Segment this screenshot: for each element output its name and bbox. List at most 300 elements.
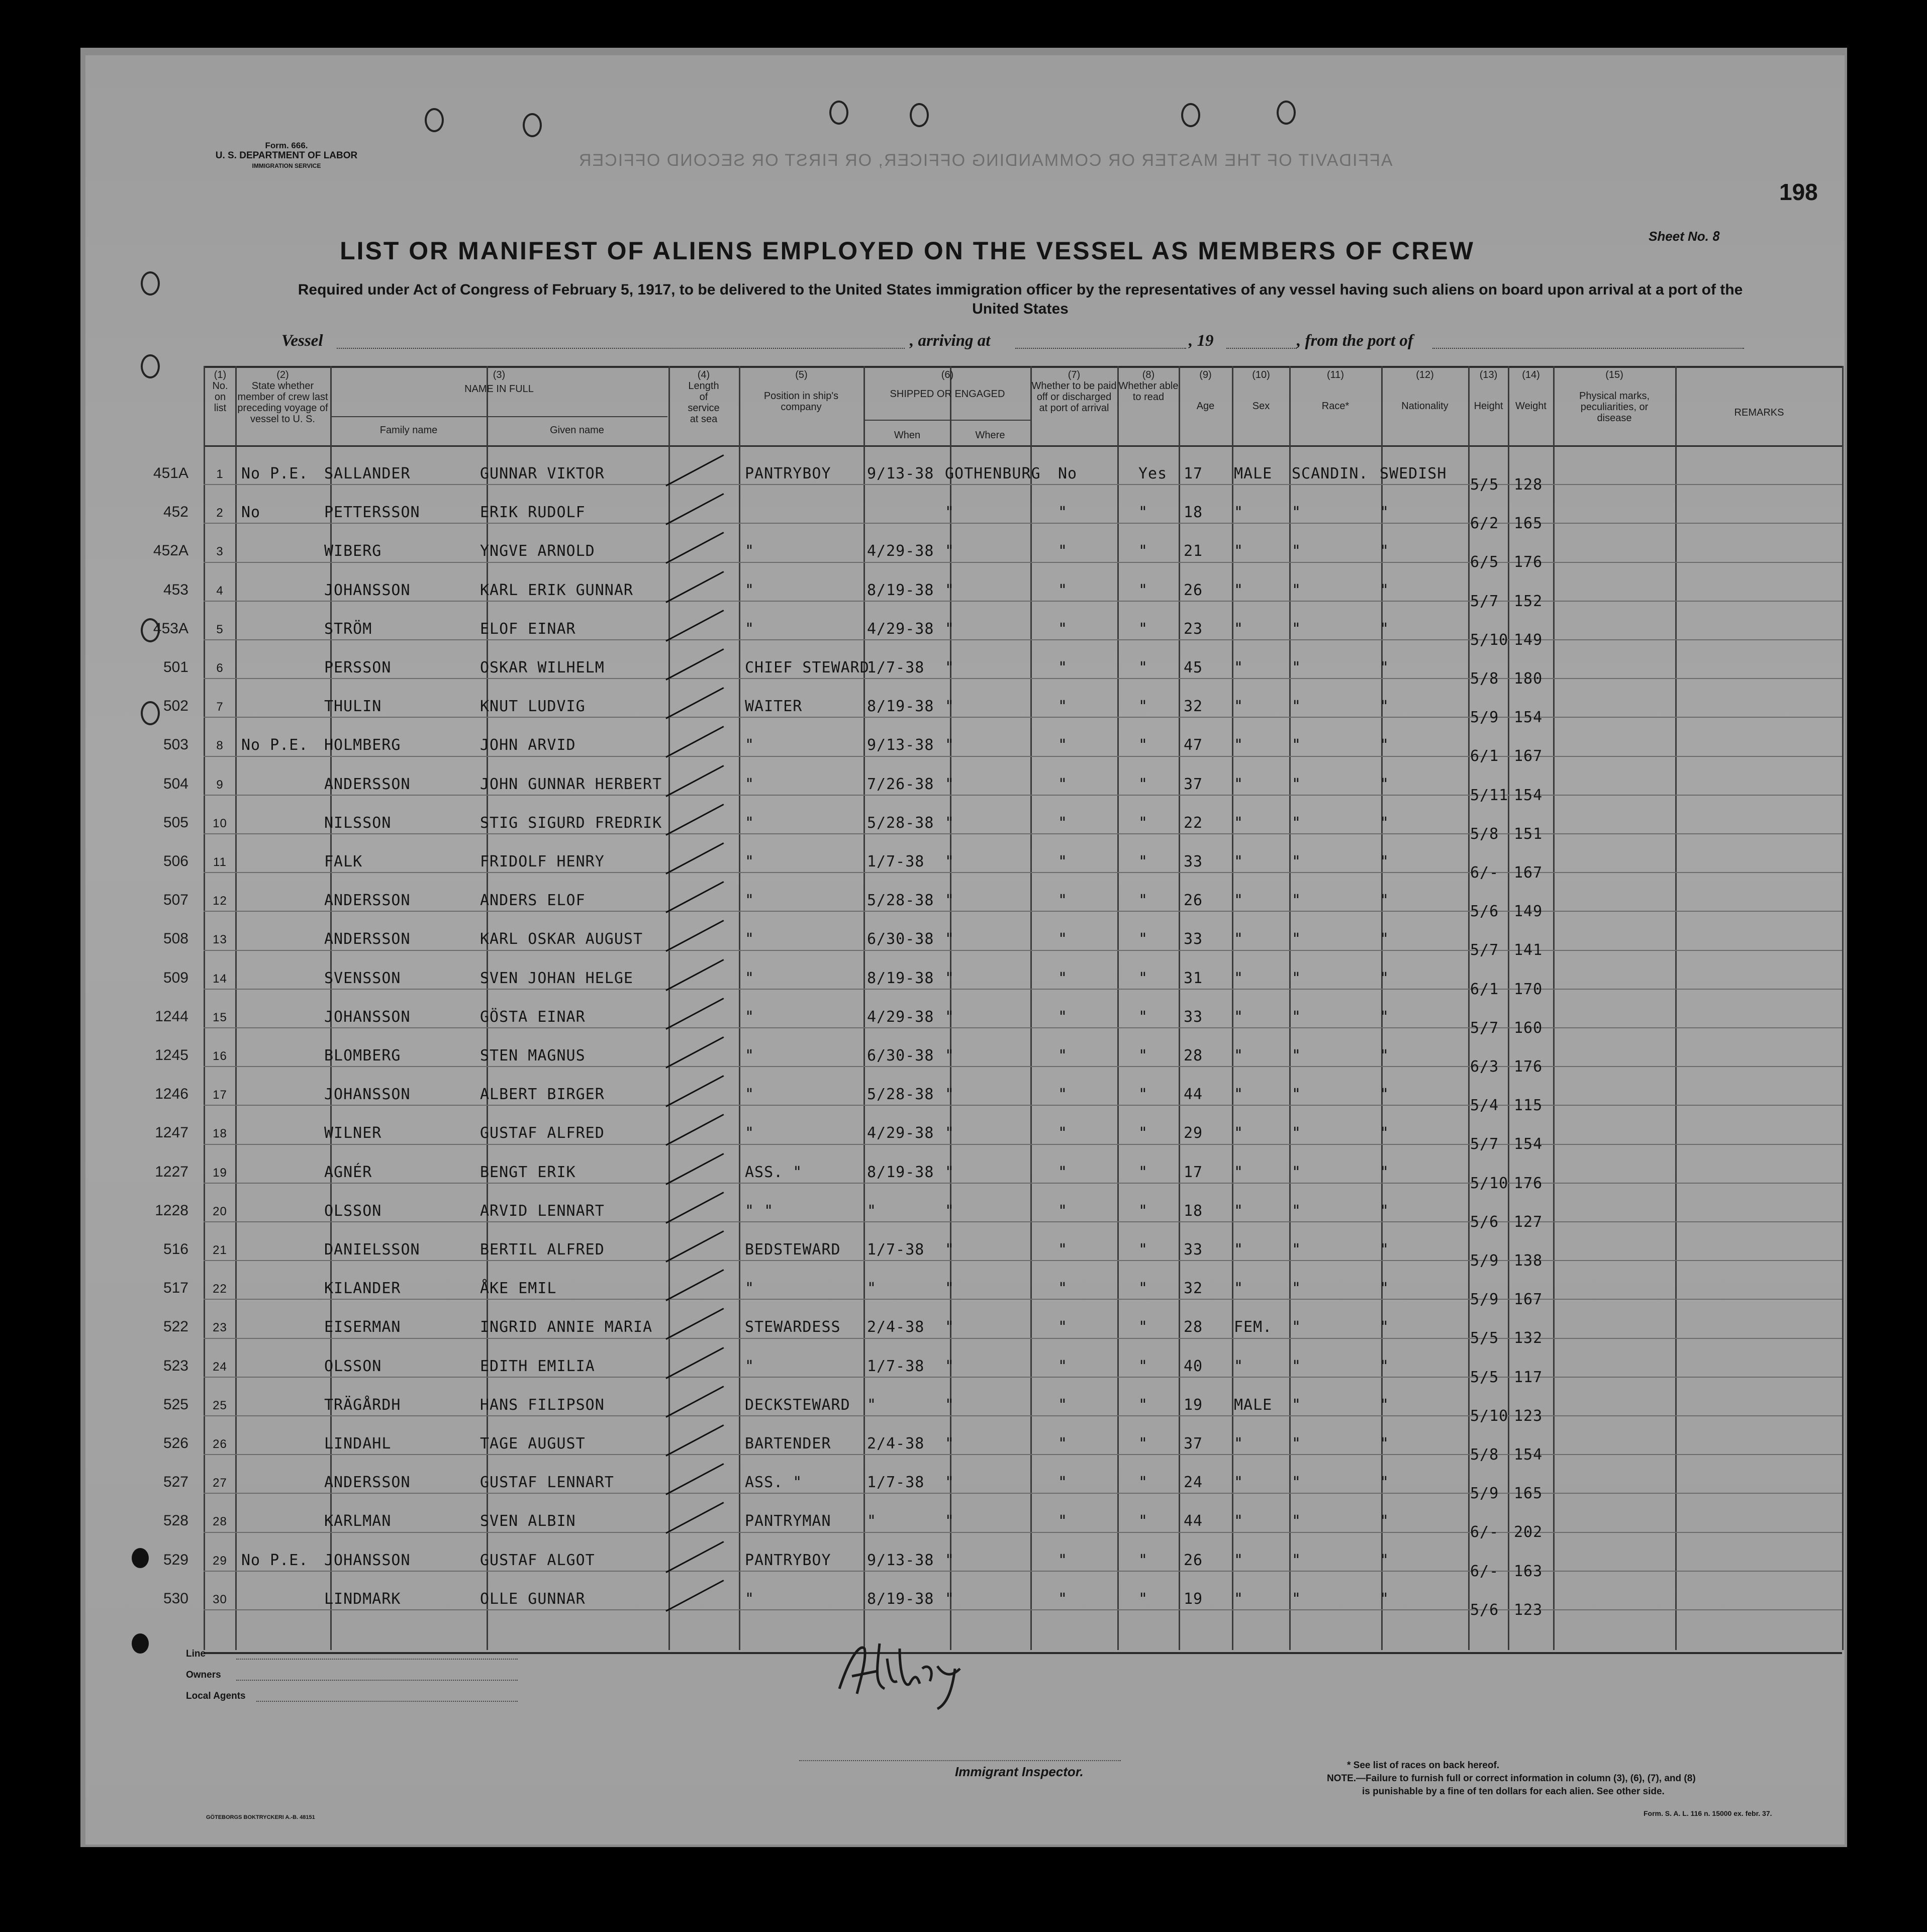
list-number-cell: 12: [213, 894, 227, 908]
reference-number: 523: [163, 1358, 188, 1374]
shipped-when-cell: 6/30-38: [867, 930, 934, 948]
sex-cell: ": [1234, 776, 1244, 793]
list-number-cell: 25: [213, 1399, 227, 1412]
nationality-cell: ": [1380, 1474, 1390, 1491]
shipped-when-cell: 9/13-38: [867, 736, 934, 754]
paid-off-cell: ": [1058, 1124, 1068, 1142]
col-label: Race*: [1321, 401, 1350, 412]
col-num: (15): [1605, 369, 1623, 380]
family-name-cell: JOHANSSON: [324, 1008, 411, 1026]
col-num: (11): [1326, 369, 1344, 380]
race-cell: ": [1292, 1435, 1302, 1453]
age-cell: 22: [1184, 814, 1203, 832]
sex-cell: ": [1234, 698, 1244, 715]
able-to-read-cell: ": [1138, 1086, 1148, 1103]
nationality-cell: ": [1380, 659, 1390, 677]
row-rule: [204, 484, 1842, 485]
col-header-weight: [1509, 369, 1553, 412]
row-rule: [204, 872, 1842, 873]
height-cell: 5/10: [1470, 1175, 1509, 1192]
prev-voyage-cell: No P.E.: [241, 1552, 309, 1569]
list-number-cell: 10: [213, 817, 227, 830]
shipped-where-cell: ": [945, 1552, 955, 1569]
shipped-when-cell: 7/26-38: [867, 776, 934, 793]
reference-number: 501: [163, 659, 188, 675]
list-number-cell: 17: [213, 1088, 227, 1102]
family-name-cell: LINDAHL: [324, 1435, 392, 1453]
reference-number: 522: [163, 1318, 188, 1335]
reference-number: 505: [163, 814, 188, 831]
reference-number: 451A: [153, 465, 188, 481]
position-cell: PANTRYBOY: [745, 465, 831, 482]
race-cell: ": [1292, 930, 1302, 948]
able-to-read-cell: ": [1138, 1318, 1148, 1336]
list-number-cell: 8: [216, 739, 224, 752]
weight-cell: 176: [1514, 1058, 1543, 1076]
position-cell: ": [745, 542, 755, 560]
position-cell: " ": [745, 1202, 774, 1220]
family-name-cell: NILSSON: [324, 814, 392, 832]
family-name-cell: ANDERSSON: [324, 776, 411, 793]
age-cell: 40: [1184, 1358, 1203, 1375]
shipped-where-cell: ": [945, 1318, 955, 1336]
age-cell: 19: [1184, 1396, 1203, 1414]
column-rule: [863, 366, 865, 1650]
arriving-label: , arriving at: [910, 332, 991, 350]
col-header-physical-marks: [1554, 369, 1675, 424]
reference-number: 502: [163, 698, 188, 714]
list-number-cell: 3: [216, 545, 224, 558]
height-cell: 5/5: [1470, 1369, 1499, 1386]
nationality-cell: SWEDISH: [1380, 465, 1447, 482]
list-number-cell: 21: [213, 1243, 227, 1257]
shipped-where-cell: ": [945, 1280, 955, 1297]
given-name-cell: STEN MAGNUS: [480, 1047, 586, 1065]
height-cell: 6/2: [1470, 515, 1499, 532]
col-num: (14): [1522, 369, 1540, 380]
column-rule: [1030, 366, 1032, 1650]
shipped-when-cell: ": [867, 1202, 877, 1220]
col-header-height: [1469, 369, 1508, 412]
shipped-where-cell: ": [945, 736, 955, 754]
paid-off-cell: ": [1058, 1396, 1068, 1414]
col-num: (10): [1252, 369, 1270, 380]
row-rule: [204, 1609, 1842, 1610]
col-label: Position in ship's company: [763, 391, 839, 413]
height-cell: 5/8: [1470, 670, 1499, 688]
column-rule: [1289, 366, 1291, 1650]
height-cell: 5/6: [1470, 903, 1499, 920]
able-to-read-cell: ": [1138, 853, 1148, 871]
row-rule: [204, 678, 1842, 679]
weight-cell: 127: [1514, 1213, 1543, 1231]
shipped-where-cell: ": [945, 1164, 955, 1181]
paid-off-cell: ": [1058, 892, 1068, 909]
col-label: Length of service at sea: [688, 380, 720, 425]
row-rule: [204, 1415, 1842, 1416]
position-cell: ": [745, 892, 755, 909]
printer-mark: GÖTEBORGS BOKTRYCKERI A.-B. 48151: [206, 1814, 315, 1820]
able-to-read-cell: ": [1138, 1202, 1148, 1220]
family-name-cell: JOHANSSON: [324, 1552, 411, 1569]
family-name-cell: BLOMBERG: [324, 1047, 401, 1065]
paid-off-cell: ": [1058, 930, 1068, 948]
column-rule: [739, 366, 740, 1650]
shipped-when-cell: 4/29-38: [867, 1124, 934, 1142]
paid-off-cell: ": [1058, 1086, 1068, 1103]
family-name-cell: LINDMARK: [324, 1590, 401, 1608]
paid-off-cell: No: [1058, 465, 1078, 482]
weight-cell: 176: [1514, 553, 1543, 571]
shipped-when-cell: 1/7-38: [867, 1241, 925, 1259]
col-header-family: Family name: [379, 425, 438, 436]
position-cell: ": [745, 1008, 755, 1026]
height-cell: 5/8: [1470, 825, 1499, 843]
col-label: Whether to be paid off or discharged at port of arrival: [1031, 380, 1117, 414]
shipped-where-cell: ": [945, 1435, 955, 1453]
paid-off-cell: ": [1058, 1164, 1068, 1181]
reference-number: 453A: [153, 620, 188, 637]
col-num: (12): [1416, 369, 1434, 380]
list-number-cell: 14: [213, 972, 227, 986]
shipped-where-cell: ": [945, 504, 955, 521]
weight-cell: 117: [1514, 1369, 1543, 1386]
footer-notes: [1327, 1759, 1696, 1798]
height-cell: 5/7: [1470, 1135, 1499, 1153]
paid-off-cell: ": [1058, 1008, 1068, 1026]
paid-off-cell: ": [1058, 814, 1068, 832]
age-cell: 44: [1184, 1512, 1203, 1530]
height-cell: 5/7: [1470, 941, 1499, 959]
height-cell: 5/7: [1470, 1019, 1499, 1037]
nationality-cell: ": [1380, 1552, 1390, 1569]
paid-off-cell: ": [1058, 1358, 1068, 1375]
nationality-cell: ": [1380, 1396, 1390, 1414]
nationality-cell: ": [1380, 542, 1390, 560]
able-to-read-cell: ": [1138, 1047, 1148, 1065]
sex-cell: ": [1234, 1241, 1244, 1259]
col-label: State whether member of crew last preceding voyage of vessel to U. S.: [237, 380, 328, 425]
nationality-cell: ": [1380, 504, 1390, 521]
able-to-read-cell: ": [1138, 930, 1148, 948]
family-name-cell: SALLANDER: [324, 465, 411, 482]
punch-hole: [1181, 103, 1200, 127]
reference-number: 530: [163, 1590, 188, 1607]
position-cell: BEDSTEWARD: [745, 1241, 841, 1259]
row-rule: [204, 756, 1842, 757]
sex-cell: ": [1234, 1552, 1244, 1569]
able-to-read-cell: ": [1138, 1164, 1148, 1181]
sheet-value: 8: [1712, 229, 1720, 244]
position-cell: ": [745, 1358, 755, 1375]
position-cell: ": [745, 1124, 755, 1142]
sex-cell: ": [1234, 1047, 1244, 1065]
family-name-cell: EISERMAN: [324, 1318, 401, 1336]
position-cell: ": [745, 776, 755, 793]
height-cell: 6/1: [1470, 981, 1499, 998]
reference-number: 526: [163, 1435, 188, 1452]
shipped-when-cell: 2/4-38: [867, 1435, 925, 1453]
age-cell: 32: [1184, 698, 1203, 715]
weight-cell: 123: [1514, 1601, 1543, 1619]
paid-off-cell: ": [1058, 853, 1068, 871]
able-to-read-cell: ": [1138, 582, 1148, 599]
nationality-cell: ": [1380, 698, 1390, 715]
col-num: (6): [941, 369, 954, 380]
list-number-cell: 18: [213, 1127, 227, 1140]
nationality-cell: ": [1380, 1202, 1390, 1220]
age-cell: 31: [1184, 970, 1203, 987]
position-cell: ASS. ": [745, 1164, 803, 1181]
age-cell: 21: [1184, 542, 1203, 560]
row-rule: [204, 1105, 1842, 1106]
shipped-when-cell: 6/30-38: [867, 1047, 934, 1065]
col-header-no: [205, 369, 235, 414]
shipped-where-cell: ": [945, 1590, 955, 1608]
given-name-cell: GUSTAF LENNART: [480, 1474, 614, 1491]
paid-off-cell: ": [1058, 659, 1068, 677]
prev-voyage-cell: No P.E.: [241, 465, 309, 482]
sex-cell: ": [1234, 582, 1244, 599]
col-num: (3): [493, 369, 506, 380]
able-to-read-cell: ": [1138, 736, 1148, 754]
nationality-cell: ": [1380, 1008, 1390, 1026]
row-rule: [204, 950, 1842, 951]
height-cell: 6/1: [1470, 747, 1499, 765]
col-header-previous-voyage: [236, 369, 329, 425]
page-number: 198: [1779, 179, 1818, 205]
family-name-cell: KARLMAN: [324, 1512, 392, 1530]
height-cell: 5/5: [1470, 476, 1499, 494]
list-number-cell: 2: [216, 506, 224, 520]
position-cell: WAITER: [745, 698, 803, 715]
position-cell: ": [745, 1280, 755, 1297]
column-rule: [1232, 366, 1233, 1650]
reference-number: 509: [163, 970, 188, 986]
given-name-cell: KARL OSKAR AUGUST: [480, 930, 643, 948]
age-cell: 28: [1184, 1318, 1203, 1336]
given-name-cell: YNGVE ARNOLD: [480, 542, 595, 560]
shipped-when-cell: 9/13-38: [867, 1552, 934, 1569]
shipped-when-cell: 2/4-38: [867, 1318, 925, 1336]
shipped-when-cell: 1/7-38: [867, 1474, 925, 1491]
col-header-when: When: [894, 430, 921, 441]
weight-cell: 176: [1514, 1175, 1543, 1192]
weight-cell: 151: [1514, 825, 1543, 843]
sex-cell: ": [1234, 892, 1244, 909]
position-cell: ": [745, 582, 755, 599]
list-number-cell: 28: [213, 1515, 227, 1528]
weight-cell: 165: [1514, 1485, 1543, 1502]
col-label: Nationality: [1401, 401, 1449, 412]
nationality-cell: ": [1380, 1124, 1390, 1142]
family-name-cell: JOHANSSON: [324, 582, 411, 599]
local-agents-label: Local Agents: [186, 1691, 246, 1701]
race-cell: ": [1292, 892, 1302, 909]
shipped-when-cell: ": [867, 1396, 877, 1414]
age-cell: 28: [1184, 1047, 1203, 1065]
paid-off-cell: ": [1058, 1280, 1068, 1297]
col-header-sex: [1233, 369, 1289, 412]
age-cell: 37: [1184, 776, 1203, 793]
given-name-cell: GUSTAF ALGOT: [480, 1552, 595, 1569]
paid-off-cell: ": [1058, 1512, 1068, 1530]
col-header-name: [331, 369, 667, 395]
sex-cell: ": [1234, 1008, 1244, 1026]
shipped-where-cell: ": [945, 659, 955, 677]
race-cell: ": [1292, 1590, 1302, 1608]
year-label: , 19: [1189, 332, 1214, 350]
prev-voyage-cell: No: [241, 504, 261, 521]
family-name-cell: THULIN: [324, 698, 382, 715]
position-cell: ": [745, 970, 755, 987]
paid-off-cell: ": [1058, 504, 1068, 521]
col-header-given: Given name: [550, 425, 604, 436]
form-header: [191, 141, 382, 171]
shipped-where-cell: ": [945, 970, 955, 987]
sex-cell: ": [1234, 1358, 1244, 1375]
height-cell: 6/-: [1470, 1523, 1499, 1541]
sex-cell: MALE: [1234, 1396, 1273, 1414]
given-name-cell: INGRID ANNIE MARIA: [480, 1318, 653, 1336]
age-cell: 26: [1184, 582, 1203, 599]
shipped-where-cell: ": [945, 1086, 955, 1103]
able-to-read-cell: ": [1138, 1396, 1148, 1414]
race-cell: ": [1292, 1512, 1302, 1530]
given-name-cell: ÅKE EMIL: [480, 1280, 557, 1297]
given-name-cell: ELOF EINAR: [480, 620, 576, 638]
weight-cell: 154: [1514, 1135, 1543, 1153]
reference-number: 503: [163, 736, 188, 753]
race-cell: ": [1292, 1318, 1302, 1336]
from-port-label: , from the port of: [1297, 332, 1413, 350]
position-cell: BARTENDER: [745, 1435, 831, 1453]
able-to-read-cell: ": [1138, 1124, 1148, 1142]
position-cell: ": [745, 930, 755, 948]
row-rule: [204, 1066, 1842, 1067]
nationality-cell: ": [1380, 970, 1390, 987]
weight-cell: 167: [1514, 747, 1543, 765]
sex-cell: ": [1234, 620, 1244, 638]
reference-number: 516: [163, 1241, 188, 1258]
position-cell: ": [745, 1047, 755, 1065]
height-cell: 6/3: [1470, 1058, 1499, 1076]
able-to-read-cell: ": [1138, 1241, 1148, 1259]
sex-cell: ": [1234, 1512, 1244, 1530]
race-cell: ": [1292, 1358, 1302, 1375]
position-cell: ": [745, 1590, 755, 1608]
race-cell: ": [1292, 1124, 1302, 1142]
sex-cell: ": [1234, 814, 1244, 832]
shipped-when-cell: 9/13-38: [867, 465, 934, 482]
col-header-race: [1290, 369, 1381, 412]
list-number-cell: 30: [213, 1593, 227, 1606]
col-num: (8): [1142, 369, 1155, 380]
col-header-nationality: [1382, 369, 1468, 412]
paid-off-cell: ": [1058, 698, 1068, 715]
list-number-cell: 5: [216, 623, 224, 636]
position-cell: STEWARDESS: [745, 1318, 841, 1336]
sex-cell: ": [1234, 542, 1244, 560]
given-name-cell: FRIDOLF HENRY: [480, 853, 605, 871]
row-rule: [204, 1299, 1842, 1300]
weight-cell: 123: [1514, 1407, 1543, 1425]
family-name-cell: SVENSSON: [324, 970, 401, 987]
list-number-cell: 7: [216, 700, 224, 714]
family-name-cell: ANDERSSON: [324, 930, 411, 948]
race-cell: ": [1292, 542, 1302, 560]
row-rule: [204, 1183, 1842, 1184]
shipped-where-cell: ": [945, 1202, 955, 1220]
age-cell: 26: [1184, 1552, 1203, 1569]
nationality-cell: ": [1380, 1241, 1390, 1259]
col-header-read: [1118, 369, 1179, 403]
list-number-cell: 6: [216, 661, 224, 675]
punch-hole: [141, 271, 160, 296]
col-header-age: [1180, 369, 1231, 412]
footer-labels: [186, 1644, 246, 1707]
family-name-cell: OLSSON: [324, 1202, 382, 1220]
sex-cell: ": [1234, 659, 1244, 677]
height-cell: 5/8: [1470, 1446, 1499, 1464]
race-cell: ": [1292, 504, 1302, 521]
weight-cell: 115: [1514, 1097, 1543, 1114]
shipped-where-cell: ": [945, 930, 955, 948]
position-cell: ": [745, 853, 755, 871]
reference-number: 1245: [155, 1047, 188, 1064]
able-to-read-cell: Yes: [1138, 465, 1168, 482]
sex-cell: ": [1234, 1124, 1244, 1142]
able-to-read-cell: ": [1138, 504, 1148, 521]
weight-cell: 163: [1514, 1563, 1543, 1580]
position-cell: PANTRYBOY: [745, 1552, 831, 1569]
service: IMMIGRATION SERVICE: [252, 162, 321, 169]
race-cell: ": [1292, 1280, 1302, 1297]
given-name-cell: ERIK RUDOLF: [480, 504, 586, 521]
height-cell: 5/9: [1470, 1291, 1499, 1308]
shipped-when-cell: 4/29-38: [867, 542, 934, 560]
height-cell: 5/4: [1470, 1097, 1499, 1114]
position-cell: ": [745, 1086, 755, 1103]
paid-off-cell: ": [1058, 620, 1068, 638]
nationality-cell: ": [1380, 853, 1390, 871]
age-cell: 33: [1184, 1008, 1203, 1026]
nationality-cell: ": [1380, 1512, 1390, 1530]
prev-voyage-cell: No P.E.: [241, 736, 309, 754]
age-cell: 37: [1184, 1435, 1203, 1453]
race-cell: ": [1292, 1047, 1302, 1065]
weight-cell: 149: [1514, 631, 1543, 649]
given-name-cell: ARVID LENNART: [480, 1202, 605, 1220]
weight-cell: 165: [1514, 515, 1543, 532]
sex-cell: FEM.: [1234, 1318, 1273, 1336]
row-rule: [204, 1532, 1842, 1533]
reference-number: 517: [163, 1280, 188, 1296]
position-cell: PANTRYMAN: [745, 1512, 831, 1530]
reference-number: 1246: [155, 1086, 188, 1102]
col-label: Whether able to read: [1118, 380, 1179, 403]
list-number-cell: 27: [213, 1476, 227, 1490]
shipped-when-cell: 1/7-38: [867, 1358, 925, 1375]
shipped-when-cell: 8/19-38: [867, 1590, 934, 1608]
given-name-cell: EDITH EMILIA: [480, 1358, 595, 1375]
age-cell: 18: [1184, 504, 1203, 521]
punch-hole: [910, 103, 929, 127]
race-cell: ": [1292, 620, 1302, 638]
able-to-read-cell: ": [1138, 892, 1148, 909]
column-rule: [235, 366, 237, 1650]
list-number-cell: 11: [213, 855, 227, 869]
